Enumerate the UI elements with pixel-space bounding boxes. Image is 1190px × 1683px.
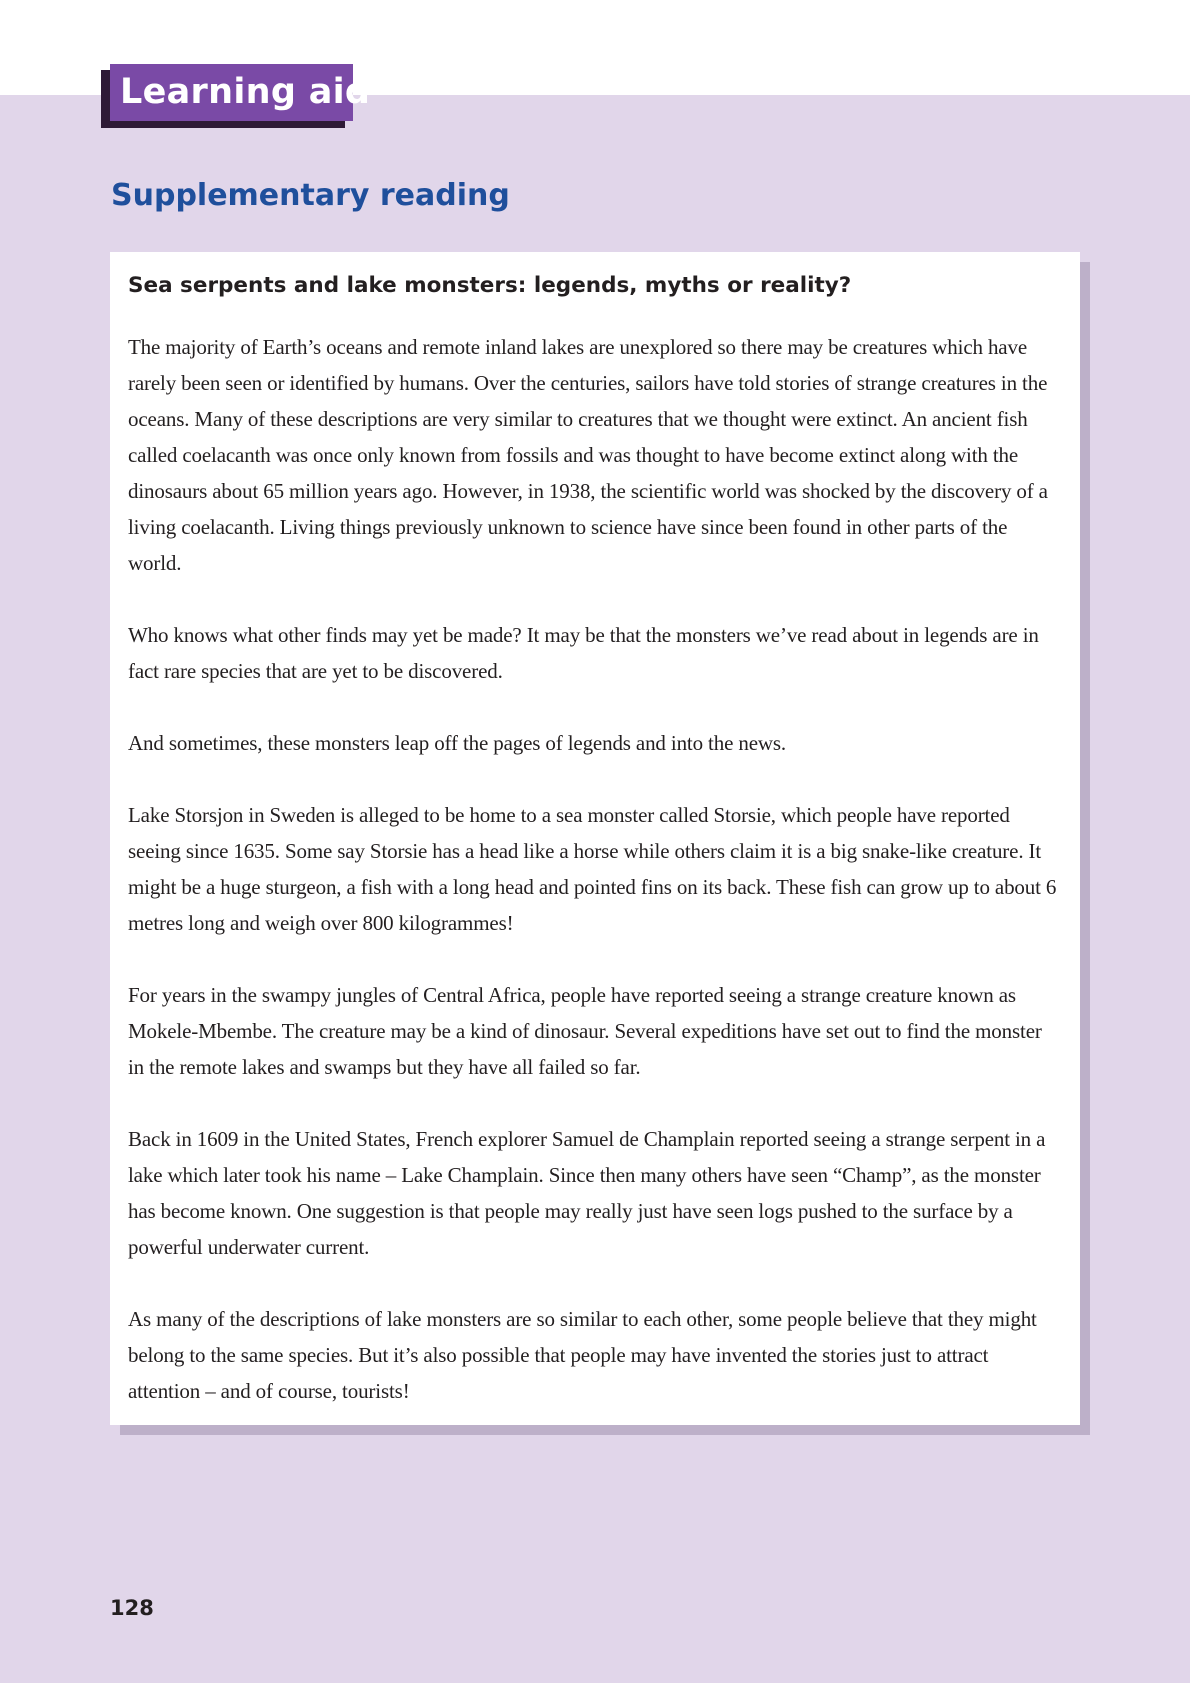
- article-paragraph: Lake Storsjon in Sweden is alleged to be home to a sea monster called Storsie, which people have reported seeing since 1635. Some say Storsie has a head like a horse while others claim it is a big snake-like creature. It might be a huge sturgeon, a fish with a long head and pointed fins on its back. These fish can grow up to about 6 metres long and weigh over 800 kilogrammes!: [128, 803, 1057, 935]
- article-paragraph: For years in the swampy jungles of Central Africa, people have reported seeing a strange creature known as Mokele-Mbembe. The creature may be a kind of dinosaur. Several expeditions have set out to find the monster in the remote lakes and swamps but they have all failed so far.: [128, 983, 1042, 1079]
- page-number: 128: [110, 1596, 154, 1620]
- learning-aid-tab: Learning aid: [110, 64, 353, 121]
- reading-card: [110, 252, 1080, 1425]
- article-paragraph: Back in 1609 in the United States, French explorer Samuel de Champlain reported seeing a strange serpent in a lake which later took his name – Lake Champlain. Since then many others have seen “Champ”, as the monster has become known. One suggestion is that people may really just have seen logs pushed to the surface by a powerful underwater current.: [128, 1127, 1046, 1259]
- article-paragraph: Who knows what other finds may yet be made? It may be that the monsters we’ve read about in legends are in fact rare species that are yet to be discovered.: [128, 623, 1039, 683]
- article-title: Sea serpents and lake monsters: legends, myths or reality?: [128, 273, 852, 298]
- article-paragraph: The majority of Earth’s oceans and remote inland lakes are unexplored so there may be creatures which have rarely been seen or identified by humans. Over the centuries, sailors have told stories of strange creatures in the oceans. Many of these descriptions are very similar to creatures that we thought were extinct. An ancient fish called coelacanth was once only known from fossils and was thought to have become extinct along with the dinosaurs about 65 million years ago. However, in 1938, the scientific world was shocked by the discovery of a living coelacanth. Living things previously unknown to science have since been found in other parts of the world.: [128, 335, 1048, 575]
- article-paragraph: As many of the descriptions of lake monsters are so similar to each other, some people believe that they might belong to the same species. But it’s also possible that people may have invented the stories just to attract attention – and of course, tourists!: [128, 1307, 1037, 1403]
- article-paragraph: And sometimes, these monsters leap off the pages of legends and into the news.: [128, 731, 787, 755]
- section-title: Supplementary reading: [111, 178, 510, 213]
